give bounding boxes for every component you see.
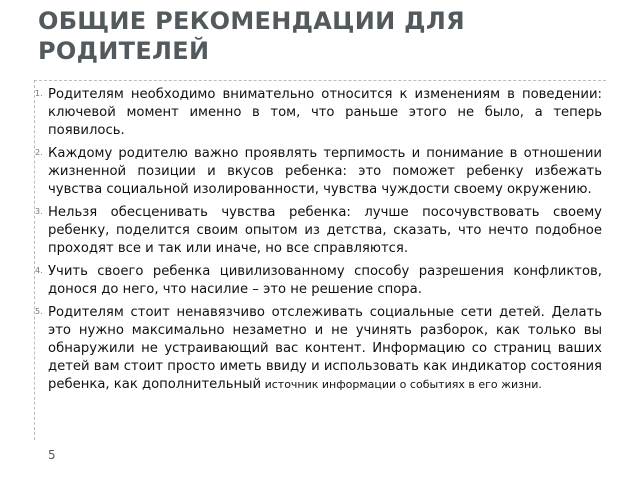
slide-title: ОБЩИЕ РЕКОМЕНДАЦИИ ДЛЯ РОДИТЕЛЕЙ <box>38 7 465 65</box>
list-item <box>35 145 602 199</box>
list-item <box>35 304 602 394</box>
content-divider-left <box>34 80 35 440</box>
recommendations-list <box>35 86 602 399</box>
list-item-text: Родителям необходимо внимательно относится к изменениям в поведении: ключевой момент именно в том, что раньше этого не было, а теперь появилось. <box>48 87 602 138</box>
list-item-text: Учить своего ребенка цивилизованному способу разрешения конфликтов, донося до него, что насилие – это не решение спора. <box>48 264 602 297</box>
list-item-text-tail: источник информации о событиях в его жизни. <box>261 378 542 391</box>
content-divider-top <box>34 80 606 81</box>
list-item-text: Каждому родителю важно проявлять терпимость и понимание в отношении жизненной позиции и вкусов ребенка: это поможет ребенку избежать чувства социальной изолированности, чувства чуждости своему окружению. <box>48 146 602 197</box>
list-item-number: 3. <box>35 207 43 216</box>
list-item-number: 1. <box>35 89 43 98</box>
list-item-text: Родителям стоит ненавязчиво отслеживать социальные сети детей. Делать это нужно максимально незаметно и не учинять разборок, как только вы обнаружили не устраивающий вас контент. Информацию со страниц ваших детей вам стоит просто иметь ввиду и использовать как индикатор состояния ребенка, как дополнительный <box>48 305 602 392</box>
list-item <box>35 86 602 140</box>
list-item-number: 5. <box>35 307 43 316</box>
list-item-number: 4. <box>35 266 43 275</box>
page-number: 5 <box>48 448 56 462</box>
list-item-text: Нельзя обесценивать чувства ребенка: лучше посочувствовать своему ребенку, поделится своим опытом из детства, сказать, что нечто подобное проходят все и так или иначе, но все справляются. <box>48 205 602 256</box>
list-item <box>35 263 602 299</box>
list-item <box>35 204 602 258</box>
list-item-number: 2. <box>35 148 43 157</box>
